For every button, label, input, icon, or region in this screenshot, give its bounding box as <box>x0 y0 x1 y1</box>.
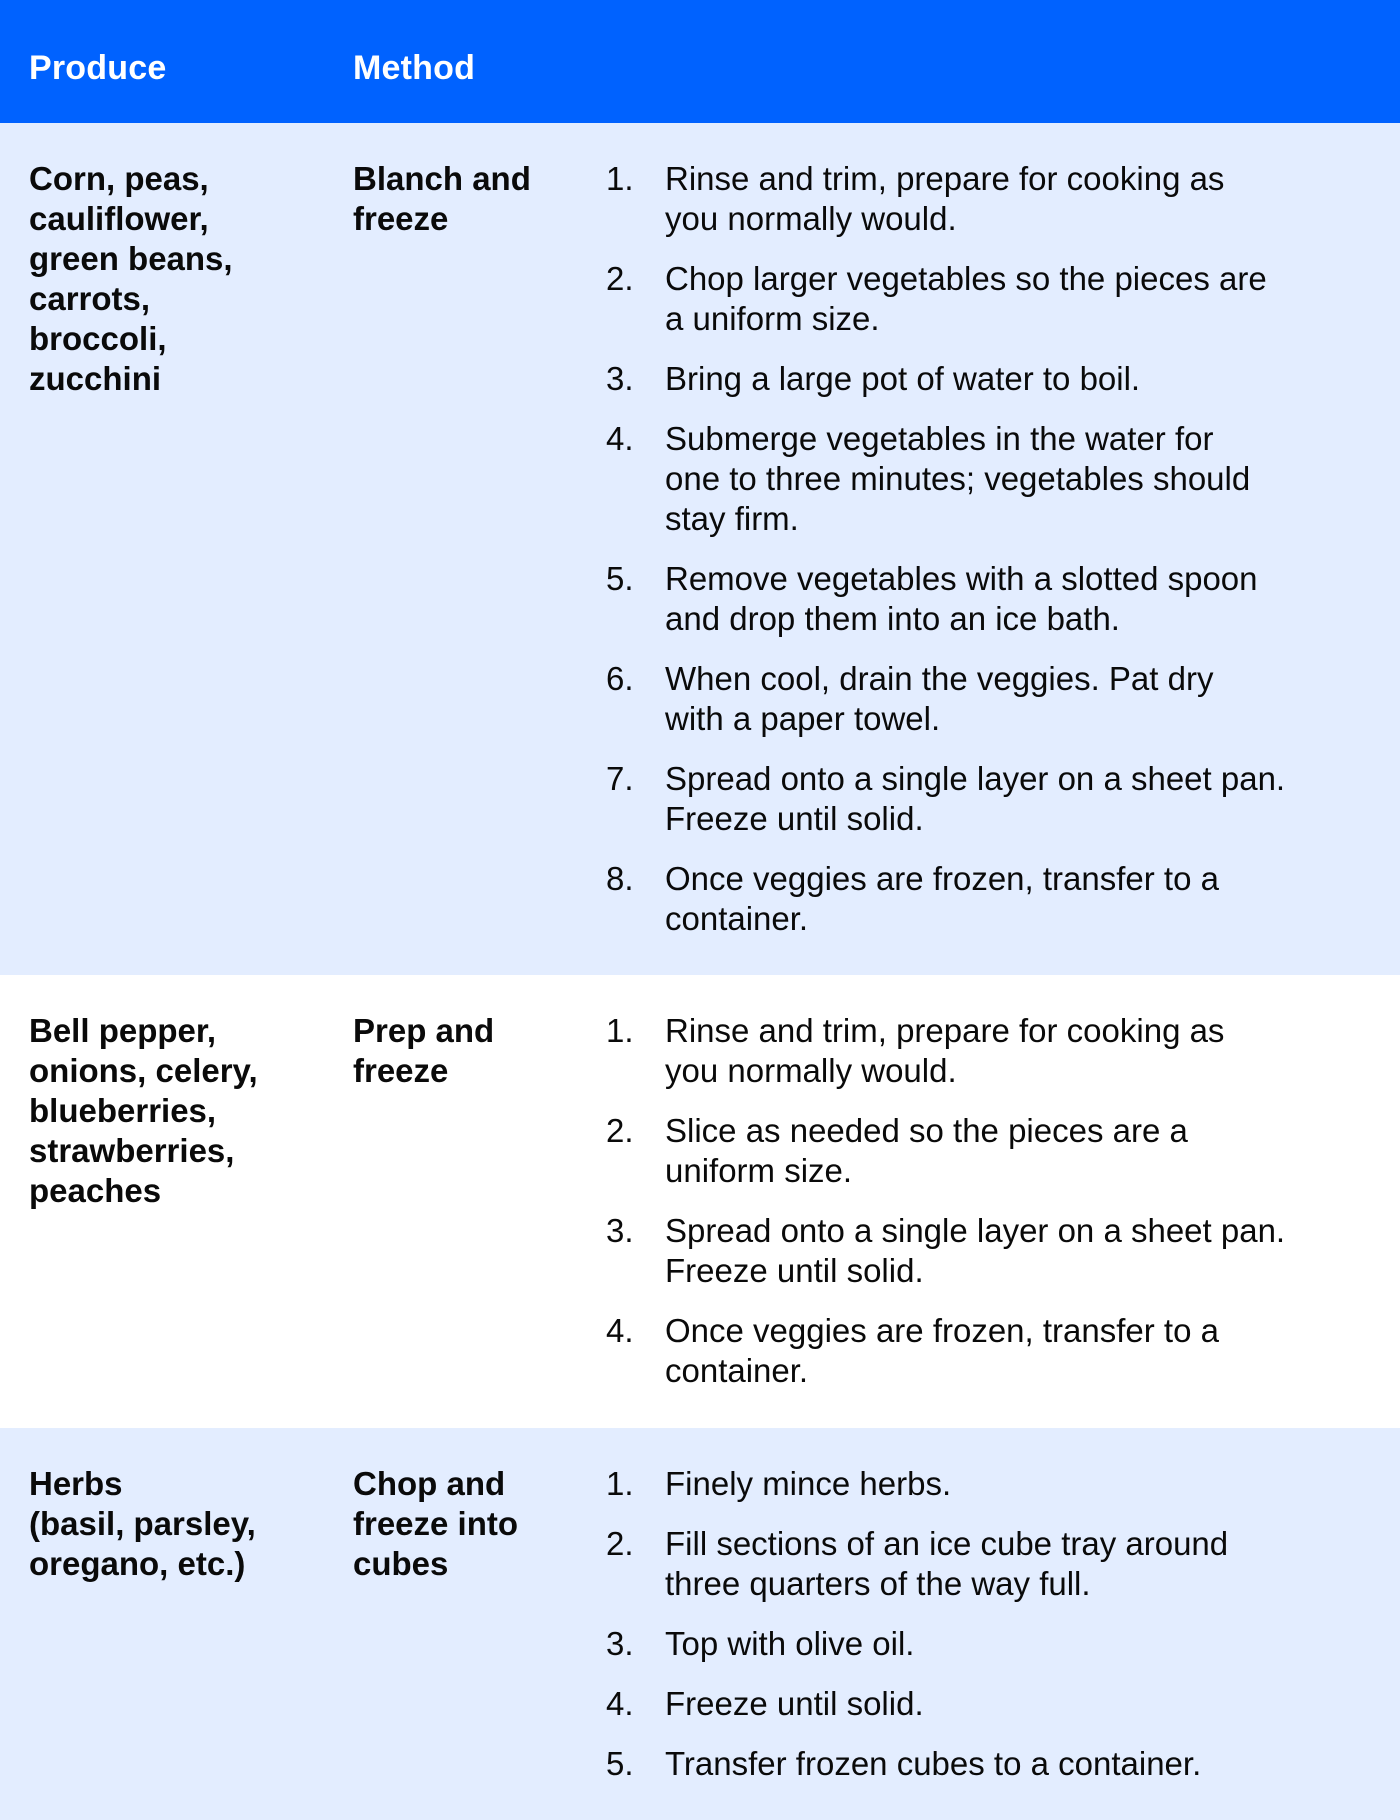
produce-text-line: Bell pepper, <box>29 1012 217 1049</box>
step-number: 1. <box>606 160 634 197</box>
produce-text-line: carrots, <box>29 280 151 317</box>
column-header-method: Method <box>353 49 476 87</box>
step-number: 3. <box>606 360 634 397</box>
method-text-line: Blanch and <box>353 160 531 197</box>
step-text-line: Top with olive oil. <box>665 1625 915 1662</box>
step-number: 4. <box>606 1312 634 1349</box>
step-item <box>606 559 1386 639</box>
step-item <box>606 759 1386 839</box>
table-row <box>0 123 1400 975</box>
step-text-line: container. <box>665 1352 809 1389</box>
produce-text-line: zucchini <box>29 360 162 397</box>
produce-text-line: strawberries, <box>29 1132 235 1169</box>
step-text-line: Spread onto a single layer on a sheet pan. <box>665 760 1286 797</box>
step-text-line: three quarters of the way full. <box>665 1565 1091 1602</box>
step-text-line: with a paper towel. <box>665 700 941 737</box>
step-number: 3. <box>606 1212 634 1249</box>
produce-text-line: blueberries, <box>29 1092 217 1129</box>
step-number: 1. <box>606 1012 634 1049</box>
step-item <box>606 1011 1386 1091</box>
step-item <box>606 1624 1386 1664</box>
method-text-line: Prep and <box>353 1012 495 1049</box>
column-header-produce: Produce <box>29 49 167 87</box>
step-number: 6. <box>606 660 634 697</box>
steps-list <box>606 1464 1386 1784</box>
step-text-line: Freeze until solid. <box>665 800 924 837</box>
step-number: 2. <box>606 1112 634 1149</box>
step-text-line: uniform size. <box>665 1152 853 1189</box>
steps-list <box>606 159 1386 939</box>
table-row <box>0 975 1400 1428</box>
produce-text-line: (basil, parsley, <box>29 1505 256 1542</box>
step-item <box>606 159 1386 239</box>
produce-cell <box>29 1011 329 1211</box>
step-number: 7. <box>606 760 634 797</box>
step-text-line: Bring a large pot of water to boil. <box>665 360 1141 397</box>
step-text-line: Freeze until solid. <box>665 1685 924 1722</box>
step-text-line: Spread onto a single layer on a sheet pan. <box>665 1212 1286 1249</box>
step-number: 1. <box>606 1465 634 1502</box>
step-item <box>606 659 1386 739</box>
step-item <box>606 1744 1386 1784</box>
step-item <box>606 859 1386 939</box>
step-item <box>606 1684 1386 1724</box>
step-text-line: a uniform size. <box>665 300 880 337</box>
step-text-line: Freeze until solid. <box>665 1252 924 1289</box>
steps-list <box>606 1011 1386 1391</box>
step-text-line: Slice as needed so the pieces are a <box>665 1112 1188 1149</box>
step-text-line: Submerge vegetables in the water for <box>665 420 1214 457</box>
method-cell <box>353 1464 573 1584</box>
step-number: 5. <box>606 1745 634 1782</box>
step-number: 5. <box>606 560 634 597</box>
step-number: 2. <box>606 1525 634 1562</box>
step-item <box>606 1311 1386 1391</box>
produce-cell <box>29 1464 329 1584</box>
produce-text-line: oregano, etc.) <box>29 1545 246 1582</box>
produce-text-line: broccoli, <box>29 320 167 357</box>
produce-text-line: peaches <box>29 1172 162 1209</box>
step-number: 2. <box>606 260 634 297</box>
method-cell <box>353 1011 573 1091</box>
step-text-line: When cool, drain the veggies. Pat dry <box>665 660 1214 697</box>
step-text-line: Transfer frozen cubes to a container. <box>665 1745 1202 1782</box>
step-item <box>606 359 1386 399</box>
step-number: 4. <box>606 420 634 457</box>
step-text-line: Rinse and trim, prepare for cooking as <box>665 1012 1225 1049</box>
method-text-line: cubes <box>353 1545 449 1582</box>
produce-text-line: onions, celery, <box>29 1052 258 1089</box>
method-text-line: Chop and <box>353 1465 506 1502</box>
step-number: 4. <box>606 1685 634 1722</box>
step-text-line: and drop them into an ice bath. <box>665 600 1120 637</box>
step-text-line: you normally would. <box>665 200 957 237</box>
step-text-line: one to three minutes; vegetables should <box>665 460 1251 497</box>
step-text-line: you normally would. <box>665 1052 957 1089</box>
produce-cell <box>29 159 329 399</box>
step-text-line: stay firm. <box>665 500 799 537</box>
step-text-line: Once veggies are frozen, transfer to a <box>665 1312 1219 1349</box>
step-item <box>606 1524 1386 1604</box>
step-number: 8. <box>606 860 634 897</box>
step-text-line: Fill sections of an ice cube tray around <box>665 1525 1229 1562</box>
table-body <box>0 123 1400 1820</box>
method-text-line: freeze into <box>353 1505 519 1542</box>
step-item <box>606 1464 1386 1504</box>
step-text-line: Chop larger vegetables so the pieces are <box>665 260 1267 297</box>
method-text-line: freeze <box>353 1052 449 1089</box>
step-item <box>606 259 1386 339</box>
step-number: 3. <box>606 1625 634 1662</box>
method-cell <box>353 159 573 239</box>
step-item <box>606 1211 1386 1291</box>
produce-text-line: cauliflower, <box>29 200 209 237</box>
step-text-line: Once veggies are frozen, transfer to a <box>665 860 1219 897</box>
table-header <box>0 0 1400 123</box>
step-text-line: Remove vegetables with a slotted spoon <box>665 560 1258 597</box>
table-row <box>0 1428 1400 1820</box>
step-text-line: container. <box>665 900 809 937</box>
step-item <box>606 419 1386 539</box>
step-item <box>606 1111 1386 1191</box>
step-text-line: Rinse and trim, prepare for cooking as <box>665 160 1225 197</box>
step-text-line: Finely mince herbs. <box>665 1465 952 1502</box>
produce-text-line: Corn, peas, <box>29 160 209 197</box>
method-text-line: freeze <box>353 200 449 237</box>
produce-text-line: green beans, <box>29 240 233 277</box>
produce-text-line: Herbs <box>29 1465 123 1502</box>
